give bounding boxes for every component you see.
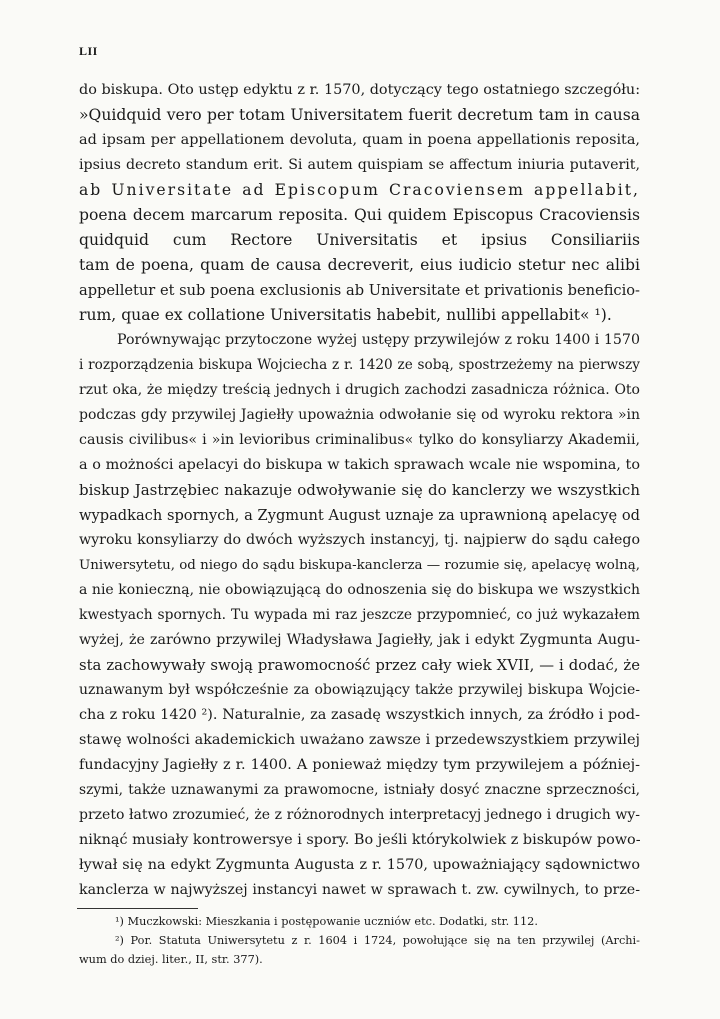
body-line: tam de poena, quam de causa decreverit, eius iudicio stetur nec alibi [79,256,640,274]
body-line: przeto łatwo zrozumieć, że z różnorodnych interpretacyj jednego i drugich wy- [79,807,640,823]
page-number: LII [79,44,98,58]
body-line: wyroku konsyliarzy do dwóch wyższych instancyj, tj. najpierw do sądu całego [79,532,640,548]
body-line: fundacyjny Jagiełły z r. 1400. A ponieważ między tym przywilejem a później- [79,757,640,773]
body-line: ad ipsam per appellationem devoluta, quam in poena appellationis reposita, [79,132,640,148]
body-line: sta zachowywały swoją prawomocność przez cały wiek XVII, — i dodać, że [79,657,640,674]
body-line: quidquid cum Rectore Universitatis et ipsius Consiliariis [79,231,640,249]
body-line: wyżej, że zarówno przywilej Władysława Jagiełły, jak i edykt Zygmunta Augu- [79,632,640,648]
body-line: Uniwersytetu, od niego do sądu biskupa-kanclerza — rozumie się, apelacyę wolną, [79,558,640,573]
footnote-divider [77,908,198,909]
body-line: i rozporządzenia biskupa Wojciecha z r. 1420 ze sobą, spostrzeżemy na pierwszy [79,357,640,373]
body-line: stawę wolności akademickich uważano zawsze i przedewszystkiem przywilej [79,732,640,748]
body-line: causis civilibus« i »in levioribus criminalibus« tylko do konsyliarzy Akademii, [79,432,640,448]
body-line: rzut oka, że między treścią jednych i drugich zachodzi zasadnicza różnica. Oto [79,382,640,398]
body-line: szymi, także uznawanymi za prawomocne, istniały dosyć znaczne sprzeczności, [79,782,640,798]
body-line: cha z roku 1420 ²). Naturalnie, za zasadę wszystkich innych, za źródło i pod- [79,707,640,723]
body-line: appelletur et sub poena exclusionis ab Universitate et privationis beneficio- [79,282,640,299]
paragraph-first-line: Porównywając przytoczone wyżej ustępy przywilejów z roku 1400 i 1570 [117,332,640,348]
body-line: rum, quae ex collatione Universitatis habebit, nullibi appellabit« ¹). [79,306,612,324]
body-line: »Quidquid vero per totam Universitatem fuerit decretum tam in causa [79,106,640,124]
body-line: ływał się na edykt Zygmunta Augusta z r. 1570, upoważniający sądownictwo [79,857,640,873]
body-line: do biskupa. Oto ustęp edyktu z r. 1570, dotyczący tego ostatniego szczegółu: [79,82,641,98]
body-line: ab Universitate ad Episcopum Cracoviensem appellabit, [79,181,640,199]
body-line: podczas gdy przywilej Jagiełły upoważnia odwołanie się od wyroku rektora »in [79,407,640,423]
body-line: poena decem marcarum reposita. Qui quidem Episcopus Cracoviensis [79,206,640,224]
footnote-2: ²) Por. Statuta Uniwersytetu z r. 1604 i 1724, powołujące się na ten przywilej (Archi- [115,934,640,947]
body-line: biskup Jastrzębiec nakazuje odwoływanie się do kanclerzy we wszystkich [79,481,640,499]
body-line: a nie konieczną, nie obowiązującą do odnoszenia się do biskupa we wszystkich [79,582,640,598]
body-line: a o możności apelacyi do biskupa w takich sprawach wcale nie wspomina, to [79,457,640,473]
body-line: wypadkach spornych, a Zygmunt August uznaje za uprawnioną apelacyę od [79,507,640,524]
body-line: ipsius decreto standum erit. Si autem quispiam se affectum iniuria putaverit, [79,157,640,173]
body-line: uznawanym był współcześnie za obowiązujący także przywilej biskupa Wojcie- [79,682,640,698]
footnote-1: ¹) Muczkowski: Mieszkania i postępowanie uczniów etc. Dodatki, str. 112. [115,915,538,928]
body-line: kanclerza w najwyższej instancyi nawet w sprawach t. zw. cywilnych, to prze- [79,882,640,898]
body-line: kwestyach spornych. Tu wypada mi raz jeszcze przypomnieć, co już wykazałem [79,607,640,623]
body-line: niknąć musiały kontrowersye i spory. Bo jeśli którykolwiek z biskupów powo- [79,832,641,848]
footnote-2-continuation: wum do dziej. liter., II, str. 377). [79,953,263,966]
